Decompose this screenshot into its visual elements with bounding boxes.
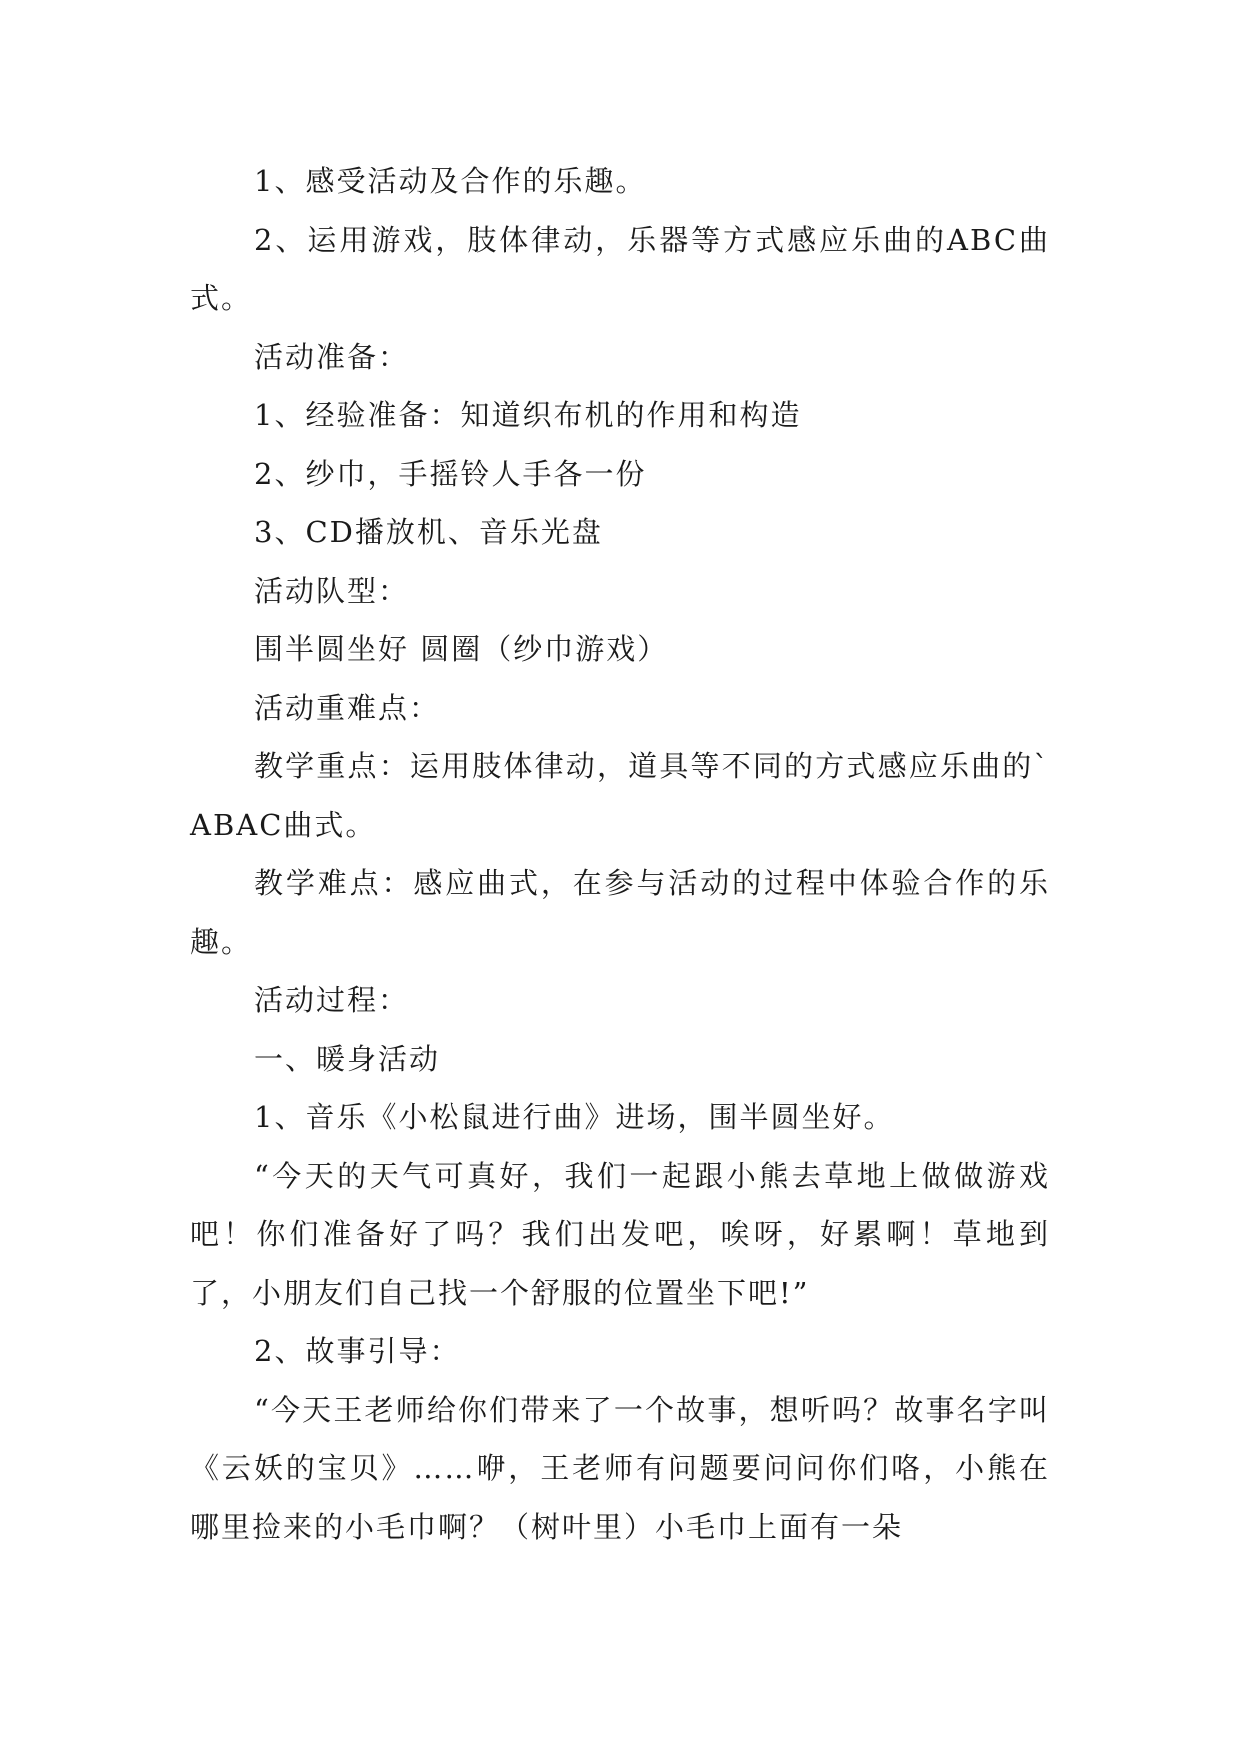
paragraph-goal-2: 2、运用游戏，肢体律动，乐器等方式感应乐曲的ABC曲式。	[190, 222, 1050, 315]
paragraph-story-quote: “今天王老师给你们带来了一个故事，想听吗？故事名字叫《云妖的宝贝》……咿，王老师有问题要问问你们咯，小熊在哪里捡来的小毛巾啊？（树叶里）小毛巾上面有一朵	[190, 1392, 1050, 1544]
paragraph-warmup-quote: “今天的天气可真好，我们一起跟小熊去草地上做做游戏吧！你们准备好了吗？我们出发吧，唉呀，好累啊！草地到了，小朋友们自己找一个舒服的位置坐下吧!”	[190, 1158, 1050, 1310]
paragraph-warmup-1: 1、音乐《小松鼠进行曲》进场，围半圆坐好。	[254, 1100, 895, 1134]
heading-process: 活动过程：	[254, 983, 410, 1017]
heading-preparation: 活动准备：	[254, 339, 410, 374]
paragraph-preparation-3: 3、CD播放机、音乐光盘	[254, 515, 603, 549]
paragraph-story-intro: 2、故事引导：	[254, 1334, 461, 1368]
paragraph-teaching-difficulty: 教学难点：感应曲式，在参与活动的过程中体验合作的乐趣。	[190, 866, 1050, 959]
paragraph-goal-1: 1、感受活动及合作的乐趣。	[254, 164, 647, 198]
heading-formation: 活动队型：	[254, 573, 410, 608]
paragraph-preparation-1: 1、经验准备：知道织布机的作用和构造	[254, 398, 802, 432]
document-body	[190, 152, 1050, 1556]
paragraph-teaching-focus: 教学重点：运用肢体律动，道具等不同的方式感应乐曲的`ABAC曲式。	[190, 749, 1050, 842]
paragraph-preparation-2: 2、纱巾，手摇铃人手各一份	[254, 456, 647, 491]
heading-key-points: 活动重难点：	[254, 690, 441, 725]
heading-warmup: 一、暖身活动	[254, 1041, 441, 1076]
paragraph-formation: 围半圆坐好 圆圈（纱巾游戏）	[254, 632, 669, 666]
